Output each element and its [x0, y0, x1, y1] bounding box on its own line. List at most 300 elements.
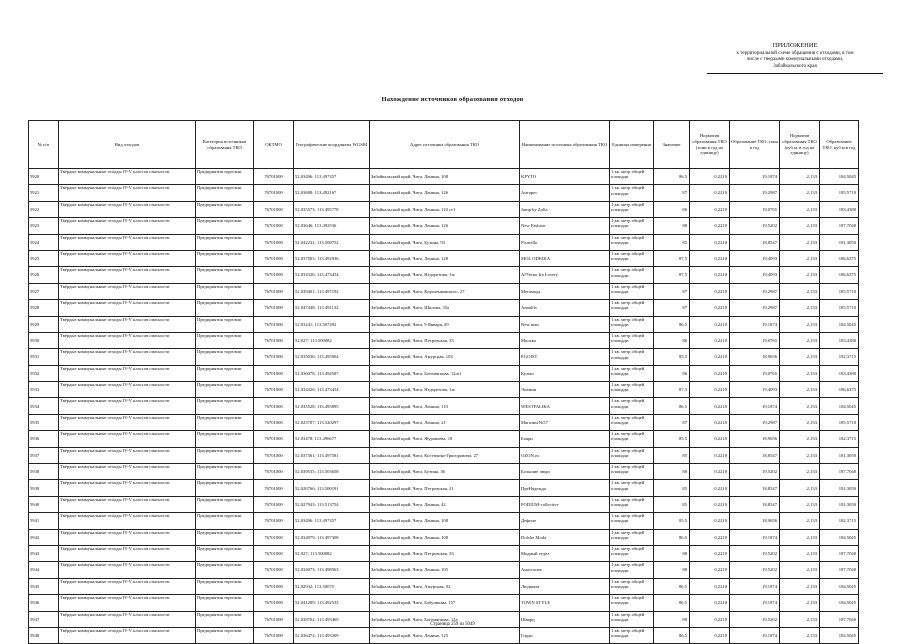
cell-norm-m3: 2,133	[780, 382, 820, 398]
cell-waste-type: Твёрдые коммунальные отходы IV-V классов опасности	[59, 267, 196, 283]
cell-row-number: 5926	[29, 267, 59, 283]
cell-row-number: 5925	[29, 250, 59, 266]
cell-norm-tonnes: 0,2210	[690, 562, 730, 578]
cell-oktmo-code: 76701000	[254, 218, 294, 234]
cell-row-number: 5945	[29, 578, 59, 594]
cell-source-category: Предприятия торговли	[196, 300, 254, 316]
cell-source-category: Предприятия торговли	[196, 480, 254, 496]
table-row	[29, 562, 859, 578]
cell-row-number: 5924	[29, 234, 59, 250]
cell-oktmo-code: 76701000	[254, 595, 294, 611]
cell-norm-m3: 2,133	[780, 545, 820, 561]
cell-source-category: Предприятия торговли	[196, 447, 254, 463]
table-row	[29, 316, 859, 332]
cell-source-category: Предприятия торговли	[196, 578, 254, 594]
cell-total-tonnes: 19,5202	[730, 545, 780, 561]
cell-address: Забайкальский край, Чита, Недорезова, 1ж	[370, 382, 520, 398]
cell-address: Забайкальский край, Чита, Короленковского, 27	[370, 283, 520, 299]
table-row	[29, 250, 859, 266]
cell-value: 87,5	[654, 267, 690, 283]
cell-total-m3: 185,5710	[820, 414, 859, 430]
cell-row-number: 5944	[29, 562, 59, 578]
cell-value: 88	[654, 218, 690, 234]
cell-source-category: Предприятия торговли	[196, 365, 254, 381]
appendix-line: числе с твердыми коммунальными отходами,	[746, 57, 844, 63]
cell-norm-m3: 2,133	[780, 562, 820, 578]
cell-total-m3: 184,5045	[820, 398, 859, 414]
cell-row-number: 5920	[29, 169, 59, 185]
cell-address: Забайкальский край, Чита, Ленина, 42	[370, 496, 520, 512]
cell-source-category: Предприятия торговли	[196, 349, 254, 365]
cell-total-tonnes: 18,9656	[730, 349, 780, 365]
cell-total-m3: 184,5045	[820, 169, 859, 185]
cell-value: 86	[654, 201, 690, 217]
cell-measure-unit: 1 кв. метр общей площади	[610, 283, 654, 299]
cell-norm-m3: 2,133	[780, 398, 820, 414]
cell-measure-unit: 1 кв. метр общей площади	[610, 562, 654, 578]
cell-value: 87,5	[654, 250, 690, 266]
cell-source-name: Модный отдел	[520, 545, 610, 561]
page-footer: Страница 259 из 5049	[430, 622, 475, 627]
cell-norm-tonnes: 0,2210	[690, 464, 730, 480]
cell-total-m3: 183,4380	[820, 365, 859, 381]
cell-oktmo-code: 76701000	[254, 332, 294, 348]
table-row	[29, 414, 859, 430]
cell-waste-type: Твёрдые коммунальные отходы IV-V классов опасности	[59, 464, 196, 480]
cell-address: Забайкальский край, Чита, Ленина, 110 ст1	[370, 201, 520, 217]
cell-address: Забайкальский край, Чита, Костюшко-Григоровича, 27	[370, 447, 520, 463]
cell-source-name: Dolche Moda	[520, 529, 610, 545]
cell-oktmo-code: 76701000	[254, 316, 294, 332]
cell-waste-type: Твёрдые коммунальные отходы IV-V классов опасности	[59, 431, 196, 447]
cell-norm-m3: 2,133	[780, 332, 820, 348]
table-row	[29, 480, 859, 496]
cell-coordinates: 52.047448; 113.491132	[294, 300, 370, 316]
appendix-block	[700, 43, 890, 74]
table-row	[29, 578, 859, 594]
cell-oktmo-code: 76701000	[254, 169, 294, 185]
table-row	[29, 283, 859, 299]
cell-total-m3: 182,3715	[820, 349, 859, 365]
cell-coordinates: 52.034073; 113.498563	[294, 562, 370, 578]
cell-total-m3: 183,4380	[820, 201, 859, 217]
cell-measure-unit: 1 кв. метр общей площади	[610, 382, 654, 398]
cell-address: Забайкальский край, Чита, Недорезова, 1ж	[370, 267, 520, 283]
cell-waste-type: Твёрдые коммунальные отходы IV-V классов опасности	[59, 611, 196, 627]
cell-value: 86,5	[654, 169, 690, 185]
cell-total-tonnes: 19,5202	[730, 464, 780, 480]
cell-total-m3: 182,3715	[820, 431, 859, 447]
cell-norm-m3: 2,133	[780, 201, 820, 217]
cell-address: Забайкальский край, Чита, Ленина, 21	[370, 414, 520, 430]
cell-source-category: Предприятия торговли	[196, 316, 254, 332]
cell-source-category: Предприятия торговли	[196, 595, 254, 611]
cell-coordinates: 52.03478; 113.496677	[294, 431, 370, 447]
cell-coordinates: 52.034979; 113.497308	[294, 529, 370, 545]
cell-address: Забайкальский край, Чита, Амурская, 103	[370, 349, 520, 365]
cell-norm-tonnes: 0,2210	[690, 218, 730, 234]
cell-waste-type: Твёрдые коммунальные отходы IV-V классов опасности	[59, 283, 196, 299]
cell-total-tonnes: 19,1874	[730, 169, 780, 185]
cell-value: 85	[654, 447, 690, 463]
cell-norm-tonnes: 0,2210	[690, 627, 730, 643]
table-row	[29, 365, 859, 381]
cell-measure-unit: 1 кв. метр общей площади	[610, 185, 654, 201]
cell-oktmo-code: 76701000	[254, 349, 294, 365]
cell-address: Забайкальский край, Чита, Ленина, 108	[370, 513, 520, 529]
cell-coordinates: 52.034326; 113.473454	[294, 382, 370, 398]
cell-norm-m3: 2,133	[780, 185, 820, 201]
cell-value: 85,5	[654, 431, 690, 447]
cell-row-number: 5936	[29, 431, 59, 447]
cell-source-name: Дефиле	[520, 513, 610, 529]
cell-oktmo-code: 76701000	[254, 283, 294, 299]
cell-norm-tonnes: 0,2210	[690, 414, 730, 430]
cell-norm-tonnes: 0,2210	[690, 300, 730, 316]
cell-address: Забайкальский край, Чита, Бабушкина, 157	[370, 595, 520, 611]
col-header-address: Адрес источника образования ТКО	[370, 121, 520, 169]
cell-source-category: Предприятия торговли	[196, 250, 254, 266]
cell-norm-tonnes: 0,2210	[690, 496, 730, 512]
cell-row-number: 5943	[29, 545, 59, 561]
cell-norm-m3: 2,133	[780, 529, 820, 545]
cell-address: Забайкальский край, Чита, Журавлёва, 18	[370, 431, 520, 447]
cell-total-m3: 184,5045	[820, 316, 859, 332]
cell-waste-type: Твёрдые коммунальные отходы IV-V классов опасности	[59, 496, 196, 512]
document-title: Нахождение источников образования отходов	[381, 96, 524, 103]
col-header-norm-m3: Норматив образования ТКО (куб.м. в год на единицу)	[780, 121, 820, 169]
cell-row-number: 5930	[29, 332, 59, 348]
cell-waste-type: Твёрдые коммунальные отходы IV-V классов опасности	[59, 627, 196, 643]
cell-source-name: Боярн	[520, 431, 610, 447]
cell-source-name: Шварц	[520, 611, 610, 627]
cell-coordinates: 52.027; 113.500082	[294, 545, 370, 561]
cell-coordinates: 52.03496; 113.497357	[294, 169, 370, 185]
cell-address: Забайкальский край, Чита, Шилова, 35а	[370, 300, 520, 316]
cell-measure-unit: 1 кв. метр общей площади	[610, 267, 654, 283]
cell-source-name: Кулеш	[520, 365, 610, 381]
cell-row-number: 5934	[29, 398, 59, 414]
cell-total-tonnes: 19,4093	[730, 382, 780, 398]
cell-row-number: 5933	[29, 382, 59, 398]
cell-source-name: WESTFALIKA	[520, 398, 610, 414]
col-header-source-name: Наименование источника образования ТКО	[520, 121, 610, 169]
cell-total-tonnes: 19,1874	[730, 398, 780, 414]
cell-source-category: Предприятия торговли	[196, 283, 254, 299]
cell-source-name: Al'Verno Ira Lovery	[520, 267, 610, 283]
cell-source-category: Предприятия торговли	[196, 529, 254, 545]
cell-oktmo-code: 76701000	[254, 627, 294, 643]
table-row	[29, 627, 859, 643]
appendix-heading: ПРИЛОЖЕНИЕ	[772, 42, 818, 49]
cell-value: 88	[654, 545, 690, 561]
table-row	[29, 545, 859, 561]
cell-waste-type: Твёрдые коммунальные отходы IV-V классов опасности	[59, 480, 196, 496]
cell-norm-m3: 2,133	[780, 316, 820, 332]
table-row	[29, 300, 859, 316]
cell-norm-tonnes: 0,2210	[690, 349, 730, 365]
cell-source-category: Предприятия торговли	[196, 464, 254, 480]
col-header-number: № п/п	[29, 121, 59, 169]
cell-source-name: Москва	[520, 332, 610, 348]
cell-total-m3: 185,5710	[820, 185, 859, 201]
cell-coordinates: 52.025787; 113.520297	[294, 414, 370, 430]
cell-oktmo-code: 76701000	[254, 414, 294, 430]
cell-measure-unit: 1 кв. метр общей площади	[610, 201, 654, 217]
cell-norm-tonnes: 0,2210	[690, 431, 730, 447]
cell-coordinates: 52.038702; 113.493469	[294, 611, 370, 627]
cell-coordinates: 52.042231; 113.500752	[294, 234, 370, 250]
cell-norm-m3: 2,133	[780, 300, 820, 316]
cell-total-tonnes: 19,2987	[730, 414, 780, 430]
cell-oktmo-code: 76701000	[254, 234, 294, 250]
cell-norm-m3: 2,133	[780, 496, 820, 512]
cell-total-m3: 186,6375	[820, 250, 859, 266]
cell-address: Забайкальский край, Чита, Петровская, 21	[370, 480, 520, 496]
cell-norm-tonnes: 0,2210	[690, 545, 730, 561]
cell-oktmo-code: 76701000	[254, 578, 294, 594]
cell-value: 87,5	[654, 382, 690, 398]
cell-oktmo-code: 76701000	[254, 562, 294, 578]
cell-row-number: 5937	[29, 447, 59, 463]
cell-source-name: ПреНадежда	[520, 480, 610, 496]
cell-address: Забайкальский край, Чита, Ленина, 108	[370, 529, 520, 545]
table-header-row	[29, 121, 859, 169]
cell-waste-type: Твёрдые коммунальные отходы IV-V классов опасности	[59, 201, 196, 217]
table-row	[29, 185, 859, 201]
cell-coordinates: 52.035036; 113.495904	[294, 349, 370, 365]
table-row	[29, 218, 859, 234]
cell-total-tonnes: 18,9656	[730, 431, 780, 447]
appendix-rule	[707, 73, 883, 74]
cell-oktmo-code: 76701000	[254, 464, 294, 480]
cell-total-m3: 187,7040	[820, 464, 859, 480]
table-row	[29, 382, 859, 398]
cell-total-tonnes: 18,8547	[730, 480, 780, 496]
cell-value: 86	[654, 332, 690, 348]
cell-source-name: Мегамода	[520, 283, 610, 299]
cell-source-category: Предприятия торговли	[196, 398, 254, 414]
cell-waste-type: Твёрдые коммунальные отходы IV-V классов опасности	[59, 300, 196, 316]
cell-total-tonnes: 19,0765	[730, 365, 780, 381]
cell-norm-tonnes: 0,2210	[690, 578, 730, 594]
cell-source-category: Предприятия торговли	[196, 169, 254, 185]
cell-waste-type: Твёрдые коммунальные отходы IV-V классов опасности	[59, 365, 196, 381]
cell-waste-type: Твёрдые коммунальные отходы IV-V классов опасности	[59, 545, 196, 561]
cell-total-tonnes: 19,0765	[730, 201, 780, 217]
cell-norm-tonnes: 0,2210	[690, 513, 730, 529]
cell-value: 85,5	[654, 513, 690, 529]
cell-measure-unit: 1 кв. метр общей площади	[610, 611, 654, 627]
cell-total-tonnes: 19,2987	[730, 185, 780, 201]
cell-source-name: Антарес	[520, 185, 610, 201]
col-header-waste-type: Вид отходов	[59, 121, 196, 169]
cell-coordinates: 52.034326; 113.473454	[294, 267, 370, 283]
cell-address: Забайкальский край, Чита, Ленина, 105	[370, 562, 520, 578]
cell-measure-unit: 1 кв. метр общей площади	[610, 250, 654, 266]
cell-measure-unit: 1 кв. метр общей площади	[610, 316, 654, 332]
cell-waste-type: Твёрдые коммунальные отходы IV-V классов опасности	[59, 578, 196, 594]
cell-source-category: Предприятия торговли	[196, 414, 254, 430]
cell-measure-unit: 1 кв. метр общей площади	[610, 300, 654, 316]
cell-oktmo-code: 76701000	[254, 447, 294, 463]
cell-value: 86	[654, 365, 690, 381]
cell-measure-unit: 1 кв. метр общей площади	[610, 578, 654, 594]
cell-total-m3: 187,7040	[820, 545, 859, 561]
cell-total-m3: 181,3050	[820, 234, 859, 250]
cell-norm-m3: 2,133	[780, 234, 820, 250]
cell-total-tonnes: 19,1874	[730, 316, 780, 332]
col-header-coordinates: Географические координаты WGS84	[294, 121, 370, 169]
cell-total-m3: 184,5045	[820, 595, 859, 611]
cell-source-name: New man	[520, 316, 610, 332]
table-row	[29, 529, 859, 545]
cell-total-m3: 184,5045	[820, 627, 859, 643]
cell-row-number: 5946	[29, 595, 59, 611]
cell-source-name: New Fashion	[520, 218, 610, 234]
cell-row-number: 5947	[29, 611, 59, 627]
cell-oktmo-code: 76701000	[254, 431, 294, 447]
cell-waste-type: Твёрдые коммунальные отходы IV-V классов опасности	[59, 382, 196, 398]
cell-value: 85,5	[654, 349, 690, 365]
cell-coordinates: 52.02932; 113.50075	[294, 578, 370, 594]
cell-address: Забайкальский край, Чита, Богомягкова, 12ш1	[370, 365, 520, 381]
cell-coordinates: 52.039401; 113.497192	[294, 283, 370, 299]
cell-coordinates: 52.027943; 113.513754	[294, 496, 370, 512]
cell-source-name: Ananlifs	[520, 300, 610, 316]
cell-row-number: 5941	[29, 513, 59, 529]
cell-source-category: Предприятия торговли	[196, 201, 254, 217]
cell-total-tonnes: 18,8547	[730, 496, 780, 512]
cell-row-number: 5923	[29, 218, 59, 234]
cell-source-category: Предприятия торговли	[196, 627, 254, 643]
col-header-norm-tonnes: Норматив образования ТКО (тонн в год на единицу)	[690, 121, 730, 169]
cell-row-number: 5928	[29, 300, 59, 316]
cell-row-number: 5932	[29, 365, 59, 381]
cell-value: 88	[654, 464, 690, 480]
cell-coordinates: 52.037361; 113.497581	[294, 447, 370, 463]
col-header-oktmo: ОКТМО	[254, 121, 294, 169]
cell-row-number: 5938	[29, 464, 59, 480]
cell-address: Забайкальский край, Чита, Ленина, 128	[370, 250, 520, 266]
cell-source-category: Предприятия торговли	[196, 496, 254, 512]
cell-norm-tonnes: 0,2210	[690, 283, 730, 299]
appendix-line: к территориальной схеме обращения с отходами, в том	[736, 50, 854, 56]
cell-waste-type: Твёрдые коммунальные отходы IV-V классов опасности	[59, 513, 196, 529]
cell-norm-m3: 2,133	[780, 578, 820, 594]
cell-coordinates: 52.03496; 113.497357	[294, 513, 370, 529]
cell-source-name: Людмила	[520, 578, 610, 594]
cell-measure-unit: 1 кв. метр общей площади	[610, 349, 654, 365]
cell-address: Забайкальский край, Чита, Ленина, 126	[370, 218, 520, 234]
cell-oktmo-code: 76701000	[254, 398, 294, 414]
cell-source-name: TOWN STYLE	[520, 595, 610, 611]
table-row	[29, 332, 859, 348]
cell-coordinates: 52.026766; 113.500191	[294, 480, 370, 496]
cell-total-tonnes: 18,8547	[730, 447, 780, 463]
cell-row-number: 5948	[29, 627, 59, 643]
cell-row-number: 5939	[29, 480, 59, 496]
cell-value: 86,5	[654, 316, 690, 332]
cell-address: Забайкальский край, Чита, Бутина, 36	[370, 464, 520, 480]
cell-source-category: Предприятия торговли	[196, 611, 254, 627]
cell-source-name: Picarello	[520, 234, 610, 250]
cell-address: Забайкальский край, Чита, 9 Января, 29	[370, 316, 520, 332]
cell-source-name: Jump by Zolla	[520, 201, 610, 217]
cell-total-m3: 185,5710	[820, 300, 859, 316]
cell-value: 87	[654, 185, 690, 201]
cell-waste-type: Твёрдые коммунальные отходы IV-V классов опасности	[59, 316, 196, 332]
cell-total-tonnes: 19,2987	[730, 283, 780, 299]
cell-norm-tonnes: 0,2210	[690, 267, 730, 283]
cell-waste-type: Твёрдые коммунальные отходы IV-V классов опасности	[59, 349, 196, 365]
cell-measure-unit: 1 кв. метр общей площади	[610, 480, 654, 496]
cell-value: 87	[654, 414, 690, 430]
cell-measure-unit: 1 кв. метр общей площади	[610, 496, 654, 512]
cell-waste-type: Твёрдые коммунальные отходы IV-V классов опасности	[59, 398, 196, 414]
cell-measure-unit: 1 кв. метр общей площади	[610, 431, 654, 447]
cell-total-m3: 183,4380	[820, 332, 859, 348]
table-row	[29, 447, 859, 463]
cell-oktmo-code: 76701000	[254, 496, 294, 512]
cell-measure-unit: 1 кв. метр общей площади	[610, 169, 654, 185]
cell-norm-m3: 2,133	[780, 595, 820, 611]
cell-measure-unit: 1 кв. метр общей площади	[610, 234, 654, 250]
col-header-total-m3: Образование ТКО, куб.м.в год	[820, 121, 859, 169]
cell-waste-type: Твёрдые коммунальные отходы IV-V классов опасности	[59, 332, 196, 348]
cell-norm-tonnes: 0,2210	[690, 480, 730, 496]
cell-norm-tonnes: 0,2210	[690, 365, 730, 381]
table-row	[29, 234, 859, 250]
cell-total-tonnes: 19,5202	[730, 562, 780, 578]
cell-total-m3: 186,6375	[820, 382, 859, 398]
cell-norm-m3: 2,133	[780, 267, 820, 283]
cell-oktmo-code: 76701000	[254, 300, 294, 316]
cell-address: Забайкальский край, Чита, Ленина, 110	[370, 398, 520, 414]
cell-total-tonnes: 19,5202	[730, 218, 780, 234]
cell-total-tonnes: 18,9656	[730, 513, 780, 529]
cell-value: 85	[654, 496, 690, 512]
cell-total-m3: 185,5710	[820, 283, 859, 299]
cell-source-category: Предприятия торговли	[196, 382, 254, 398]
cell-total-tonnes: 19,1874	[730, 578, 780, 594]
cell-total-tonnes: 18,8547	[730, 234, 780, 250]
cell-source-name: PODIUM-collective	[520, 496, 610, 512]
cell-oktmo-code: 76701000	[254, 545, 294, 561]
cell-norm-tonnes: 0,2210	[690, 169, 730, 185]
col-header-category: Категория источников образования ТКО	[196, 121, 254, 169]
cell-norm-tonnes: 0,2210	[690, 332, 730, 348]
cell-address: Забайкальский край, Чита, Ленина, 125	[370, 627, 520, 643]
cell-waste-type: Твёрдые коммунальные отходы IV-V классов опасности	[59, 595, 196, 611]
cell-norm-tonnes: 0,2210	[690, 250, 730, 266]
table-row	[29, 496, 859, 512]
cell-norm-tonnes: 0,2210	[690, 201, 730, 217]
cell-waste-type: Твёрдые коммунальные отходы IV-V классов опасности	[59, 447, 196, 463]
cell-row-number: 5940	[29, 496, 59, 512]
cell-measure-unit: 1 кв. метр общей площади	[610, 529, 654, 545]
cell-address: Забайкальский край, Чита, Бутина, 93	[370, 234, 520, 250]
table-row	[29, 464, 859, 480]
cell-norm-m3: 2,133	[780, 283, 820, 299]
cell-coordinates: 52.03646; 113.492536	[294, 218, 370, 234]
cell-address: Забайкальский край, Чита, Богомягкова, 12а	[370, 611, 520, 627]
col-header-value: Значение	[654, 121, 690, 169]
cell-coordinates: 52.03688; 113.492167	[294, 185, 370, 201]
cell-source-name: Магазин №57	[520, 414, 610, 430]
cell-oktmo-code: 76701000	[254, 201, 294, 217]
col-header-unit: Единица измерения	[610, 121, 654, 169]
